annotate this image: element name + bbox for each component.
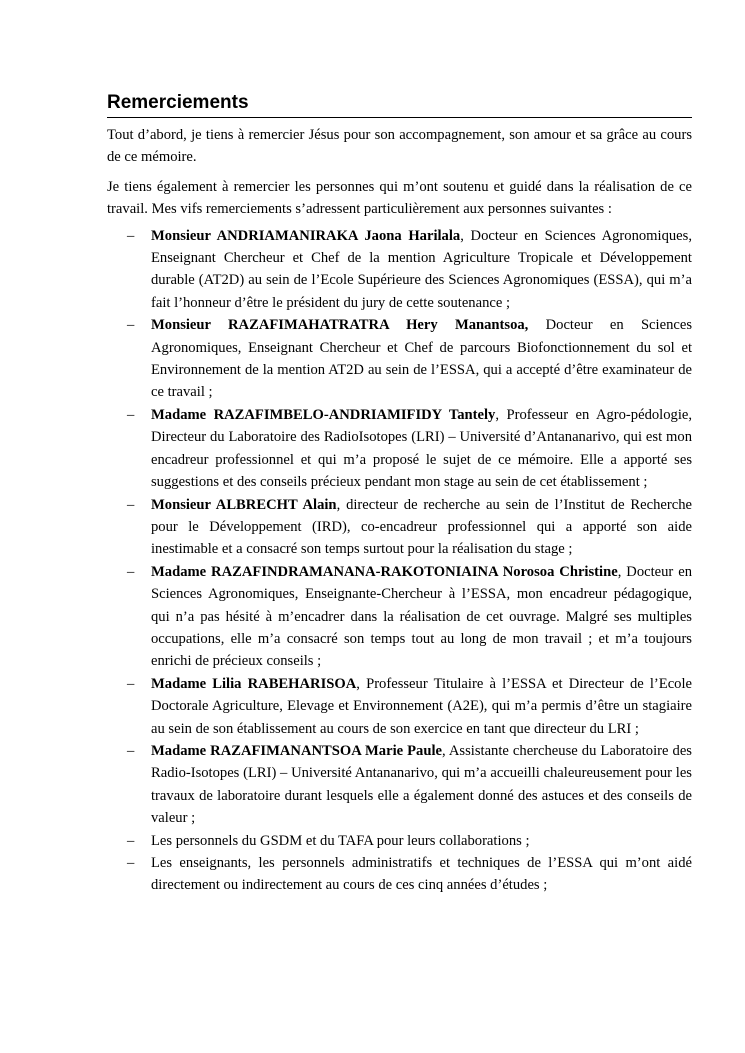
list-item (127, 852, 692, 897)
list-item (127, 561, 692, 673)
list-item (127, 740, 692, 830)
list-item (127, 225, 692, 315)
list-item (127, 314, 692, 404)
list-item (127, 673, 692, 740)
person-description: , Professeur Titulaire à l’ESSA et Directeur de l’Ecole Doctorale Agriculture, Elevage et Environnement (A2E), qui m’a permis d’être un stagiaire au sein de son établissement au cours de son exercice en tant que directeur du LRI ; (151, 675, 692, 737)
person-description: , Docteur en Sciences Agronomiques, Enseignant Chercheur et Chef de la mention Agriculture Tropicale et Développement durable (AT2D) au sein de l’Ecole Supérieure des Sciences Agronomiques (ESSA), qui m’a fait l’honneur d’être le président du jury de cette soutenance ; (151, 227, 692, 311)
person-name: Madame RAZAFINDRAMANANA-RAKOTONIAINA Norosoa Christine (151, 563, 618, 580)
person-name: Madame Lilia RABEHARISOA (151, 675, 357, 692)
dash-bullet: – (127, 317, 135, 334)
list-item (127, 404, 692, 494)
person-description: , Professeur en Agro-pédologie, Directeur du Laboratoire des RadioIsotopes (LRI) – Université d’Antananarivo, qui est mon encadreur professionnel et qui m’a proposé le sujet de ce mémoire. Elle a apporté ses suggestions et des conseils précieux pendant mon stage au sein de cet établissement ; (151, 406, 692, 491)
dash-bullet: – (127, 227, 135, 244)
person-name: Monsieur RAZAFIMAHATRATRA Hery Manantsoa, (151, 317, 529, 334)
list-item (127, 494, 692, 561)
section-heading: Remerciements (107, 90, 692, 118)
dash-bullet: – (127, 563, 135, 580)
item-text: Les enseignants, les personnels administratifs et techniques de l’ESSA qui m’ont aidé directement ou indirectement au cours de ces cinq années d’études ; (151, 855, 692, 894)
dash-bullet: – (127, 832, 135, 849)
person-name: Monsieur ALBRECHT Alain (151, 496, 337, 513)
dash-bullet: – (127, 406, 135, 423)
person-description: , directeur de recherche au sein de l’Institut de Recherche pour le Développement (IRD), co-encadreur professionnel qui a apporté son aide inestimable et a consacré son temps surtout pour la réalisation du stage ; (151, 496, 692, 558)
acknowledgement-list (107, 225, 692, 897)
document-page (107, 90, 692, 897)
item-text: Les personnels du GSDM et du TAFA pour leurs collaborations ; (151, 832, 530, 849)
person-name: Madame RAZAFIMANANTSOA Marie Paule (151, 742, 442, 759)
person-name: Monsieur ANDRIAMANIRAKA Jaona Harilala (151, 227, 461, 244)
person-description: Docteur en Sciences Agronomiques, Enseignant Chercheur et Chef de parcours Biofonctionnement du sol et Environnement de la mention AT2D au sein de l’ESSA, qui a accepté d’être examinateur de ce travail ; (151, 317, 692, 401)
dash-bullet: – (127, 855, 135, 871)
person-description: , Assistante chercheuse du Laboratoire des Radio-Isotopes (LRI) – Université Antananarivo, qui m’a accueilli chaleureusement pour les travaux de laboratoire durant lesquels elle a également donné des astuces et des conseils de valeur ; (151, 742, 692, 827)
dash-bullet: – (127, 742, 135, 759)
person-description: , Docteur en Sciences Agronomiques, Enseignante-Chercheur à l’ESSA, mon encadreur pédagogique, qui n’a pas hésité à m’encadrer dans la réalisation de cet ouvrage. Malgré ses multiples occupations, elle m’a consacré son temps tout au long de mon travail ; et m’a toujours enrichi de précieux conseils ; (151, 563, 692, 670)
list-item (127, 830, 692, 852)
dash-bullet: – (127, 496, 135, 513)
dash-bullet: – (127, 675, 135, 692)
intro-paragraph: Tout d’abord, je tiens à remercier Jésus pour son accompagnement, son amour et sa grâce au cours de ce mémoire. (107, 127, 692, 166)
thanks-paragraph: Je tiens également à remercier les personnes qui m’ont soutenu et guidé dans la réalisation de ce travail. Mes vifs remerciements s’adressent particulièrement aux personnes suivantes : (107, 178, 692, 218)
person-name: Madame RAZAFIMBELO-ANDRIAMIFIDY Tantely (151, 406, 496, 423)
